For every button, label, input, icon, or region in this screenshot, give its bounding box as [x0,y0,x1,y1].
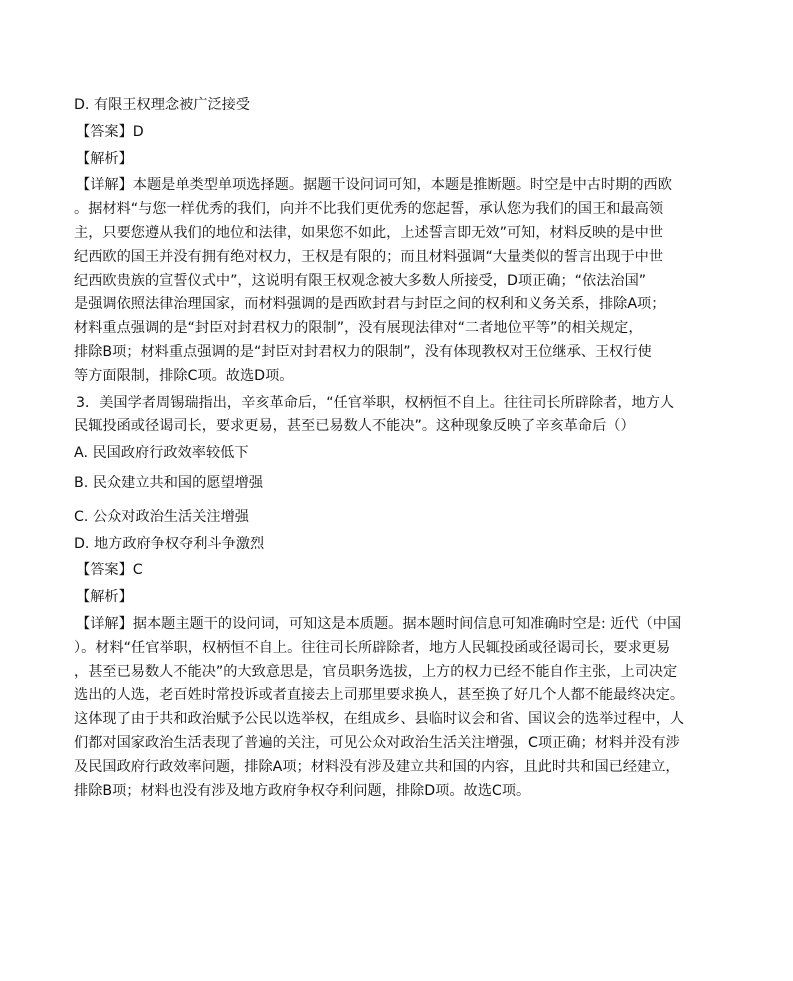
q3-option-c: C. 公众对政治生活关注增强 [74,508,249,525]
q2-detail-line: 。据材料“与您一样优秀的我们，向并不比我们更优秀的您起誓，承认您为我们的国王和最高领 [74,201,664,218]
q3-detail-line: 们都对国家政治生活表现了普遍的关注，可见公众对政治生活关注增强，C项正确；材料并没有涉 [74,734,680,751]
q3-detail-explanation [74,613,733,803]
q2-detail-line: 纪西欧贵族的宣誓仪式中”，这说明有限王权观念被大多数人所接受，D项正确；“依法治国” [74,272,647,289]
q2-detail-line: 等方面限制，排除C项。故选D项。 [74,367,294,384]
q3-detail-line: 这体现了由于共和政治赋予公民以选举权，在组成乡、县临时议会和省、国议会的选举过程中，人 [74,711,685,728]
q3-stem-line: 3．美国学者周锡瑞指出，辛亥革命后，“任官举职，权柄恒不自上。往往司长所辟除者，地方人 [76,394,675,411]
q2-detail-line: 材料重点强调的是“封臣对封君权力的限制”，没有展现法律对“二者地位平等”的相关规定， [74,320,643,337]
q2-detail-line: 【详解】本题是单类型单项选择题。据题干设问词可知，本题是推断题。时空是中古时期的西欧 [76,177,672,194]
q3-stem [74,392,733,440]
q3-stem-line: 民辄投函或径谒司长，要求更易，甚至已易数人不能决”。这种现象反映了辛亥革命后（） [74,418,635,435]
q2-detail-line: 排除B项；材料重点强调的是“封臣对封君权力的限制”，没有体现教权对王位继承、王权行使 [74,343,652,360]
q3-analysis-label: 【解析】 [76,589,133,606]
q3-detail-line: 选出的人选，老百姓时常投诉或者直接去上司那里要求换人，甚至换了好几个人都不能最终决定。 [74,687,685,704]
q3-option-a: A. 民国政府行政效率较低下 [74,445,249,462]
q2-answer: 【答案】D [76,123,144,140]
q3-answer: 【答案】C [76,562,143,579]
q2-detail-line: 是强调依照法律治理国家，而材料强调的是西欧封君与封臣之间的权利和义务关系，排除A项； [74,296,666,313]
q2-detail-explanation [74,174,733,388]
q2-analysis-label: 【解析】 [76,150,133,167]
q2-option-d: D. 有限王权理念被广泛接受 [74,97,251,113]
q3-detail-line: ，甚至已易数人不能决”的大致意思是，官员职务选拔，上方的权力已经不能自作主张，上司决定 [74,663,678,680]
q3-option-d: D. 地方政府争权夺利斗争激烈 [74,535,265,552]
q2-detail-line: 纪西欧的国王并没有拥有绝对权力，王权是有限的；而且材料强调“大量类似的誓言出现于中世 [74,248,664,265]
q3-detail-line: ）。材料“任官举职，权柄恒不自上。往往司长所辟除者，地方人民辄投函或径谒司长，要求更易 [74,639,671,656]
q3-detail-line: 【详解】据本题主题干的设问词，可知这是本质题。据本题时间信息可知准确时空是: 近代（中国 [76,615,682,632]
q2-detail-line: 主，只要您遵从我们的地位和法律，如果您不如此，上述誓言即无效”可知，材料反映的是中世 [74,224,664,241]
q3-option-b: B. 民众建立共和国的愿望增强 [74,474,264,491]
q3-detail-line: 排除B项；材料也没有涉及地方政府争权夺利问题，排除D项。故选C项。 [74,782,531,799]
q3-detail-line: 及民国政府行政效率问题，排除A项；材料没有涉及建立共和国的内容，且此时共和国已经建立， [74,758,680,775]
